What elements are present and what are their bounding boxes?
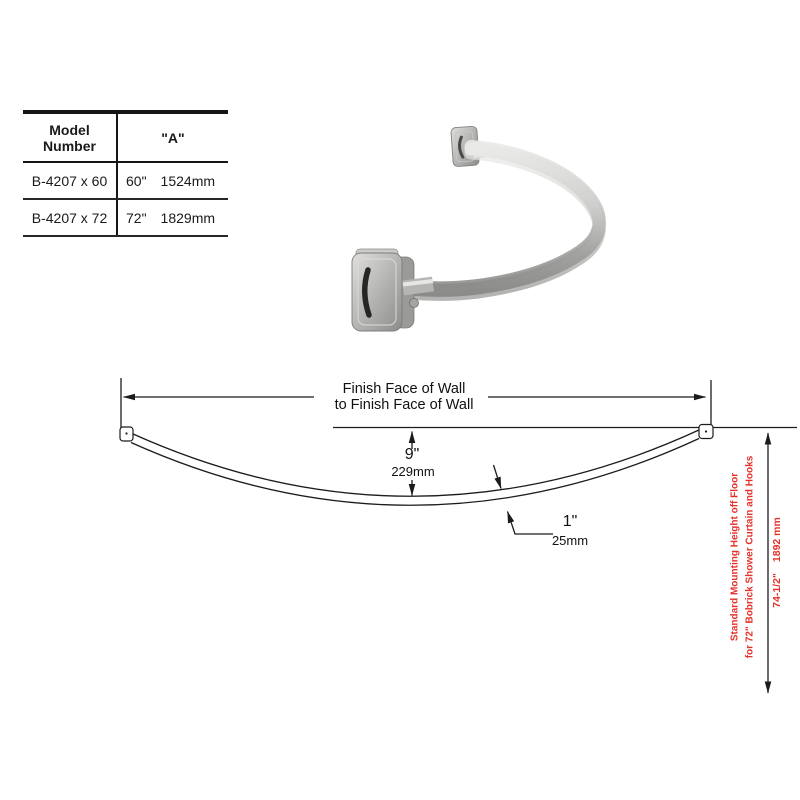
spec-table-header-row	[23, 114, 228, 163]
set-screw-nub	[410, 299, 419, 308]
diameter-inches-label: 1"	[562, 513, 578, 530]
table-row	[23, 163, 228, 200]
inches-value: 60"	[126, 172, 147, 189]
mounting-height-note	[728, 437, 758, 678]
spec-table-header-a: "A"	[161, 129, 185, 146]
product-photo	[330, 92, 630, 348]
mounting-height-mm: 1892 mm	[771, 517, 783, 563]
bottom-flange	[352, 249, 433, 331]
dimension-cell	[118, 163, 228, 198]
spec-table	[23, 110, 228, 237]
sag-mm-label: 229mm	[391, 464, 435, 479]
width-label-line1: Finish Face of Wall	[342, 381, 466, 397]
sag-inches-label: 9"	[404, 446, 420, 463]
model-number-cell: B-4207 x 60	[23, 163, 118, 198]
spec-table-header-model: Model Number	[23, 114, 118, 161]
right-flange-screw-dot	[705, 430, 707, 432]
mounting-height-note-line2: for 72" Bobrick Shower Curtain and Hooks	[744, 455, 756, 659]
mounting-height-inches: 74-1/2"	[771, 573, 783, 608]
mounting-height-value	[770, 472, 785, 653]
dimension-cell	[118, 200, 228, 235]
mm-value: 1829mm	[160, 209, 216, 226]
left-flange-screw-dot	[125, 432, 127, 434]
mm-value: 1524mm	[160, 172, 216, 189]
mounting-height-note-line1: Standard Mounting Height off Floor	[729, 472, 741, 642]
curved-rod	[410, 147, 599, 295]
model-number-cell: B-4207 x 72	[23, 200, 118, 235]
table-row	[23, 200, 228, 235]
width-label-line2: to Finish Face of Wall	[334, 397, 474, 413]
diameter-mm-label: 25mm	[551, 533, 589, 548]
dimension-diagram	[0, 370, 800, 710]
inches-value: 72"	[126, 209, 147, 226]
diameter-arrow-upper	[494, 465, 502, 489]
